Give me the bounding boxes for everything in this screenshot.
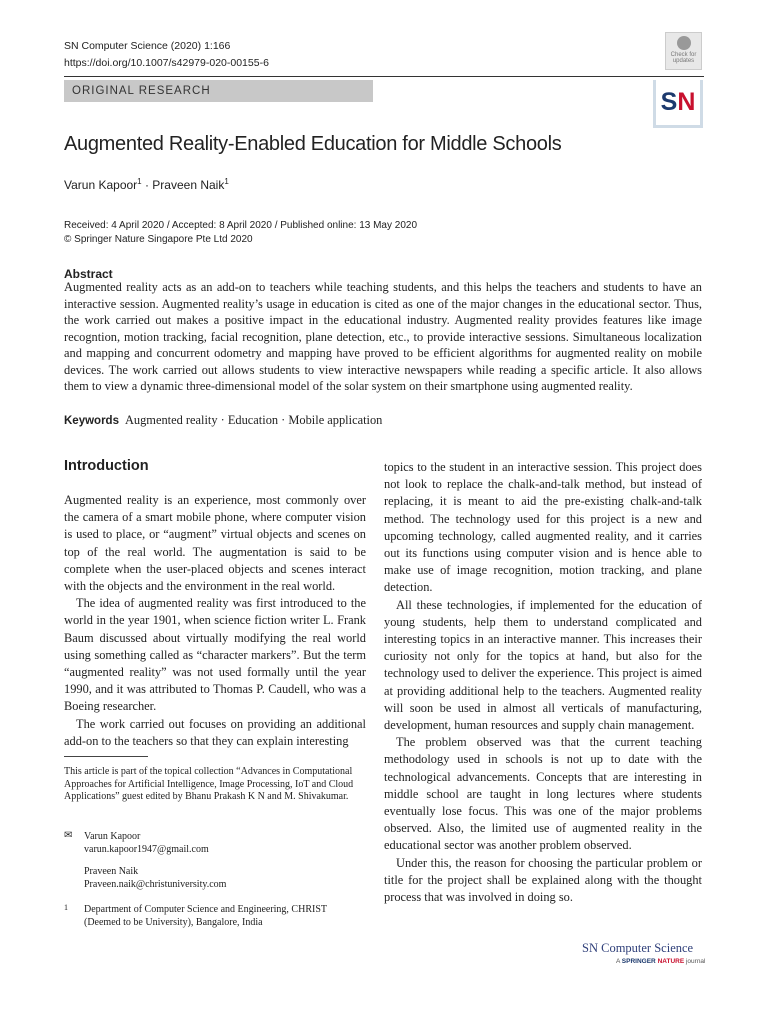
abstract-text: Augmented reality acts as an add-on to teachers while teaching students, and this helps the teachers and students to have an interactive session. Augmented reality’s usage in education is cited as one of the major changes in the educational sector. Thus, the work carried out makes a positive impact in the educational industry. Augmented reality provides features like image recogntion, motion tracking, facial recognition, plane detection, etc., to provide interactive sessions. Simultaneous localization and mapping and concurrent odometry and mapping have proved to be efficient algorithms for augmented reality on mobile devices. The work carried out allows students to view interactive newspapers while reading a specific article. It also allows them to view a dynamic three-dimensional model of the solar system on their smartphone using augmented reality. (64, 280, 702, 393)
journal-citation: SN Computer Science (2020) 1:166 (64, 40, 231, 52)
affiliation-mark: 1 (224, 177, 229, 186)
keywords (64, 413, 382, 428)
paragraph: The work carried out focuses on providing an additional add-on to the teachers so that they can explain interesting (64, 716, 366, 748)
paper-title: Augmented Reality-Enabled Education for Middle Schools (64, 133, 562, 155)
paragraph: topics to the student in an interactive session. This project does not look to replace the chalk-and-talk method, but instead of replacing, it is meant to aid the pre-existing chalk-and-talk method. The technology used for this project is a new and upcoming technology, called augmented reality, and it carries out its functions using computer vision and is hence able to make use of image recognition, motion tracking, and plane detection. (384, 460, 702, 595)
right-column (384, 459, 702, 906)
keywords-label: Keywords (64, 415, 119, 427)
paragraph: All these technologies, if implemented for the education of young students, help them to understand complicated and interesting topics in an interactive manner. This increases their curiosity not only for the topics at hand, but also for the technology used to deliver the experience. This project is aimed at providing additional help to the teachers. Augmented reality will soon be used in almost all verticals of manufacturing, development, human resources and supply chain management. (384, 597, 702, 733)
article-type-band: ORIGINAL RESEARCH (64, 80, 373, 102)
affiliation: Department of Computer Science and Engineering, CHRIST (Deemed to be University), Bangalore, India (84, 904, 327, 928)
envelope-icon: ✉ (64, 830, 73, 841)
author-name[interactable]: Varun Kapoor (64, 178, 138, 192)
contact-block (84, 831, 226, 891)
affiliation-mark: 1 (137, 177, 142, 186)
contact-email[interactable]: varun.kapoor1947@gmail.com (84, 843, 209, 855)
springer-nature-logo: A SPRINGER NATURE journal (616, 958, 706, 965)
sn-logo: SN (653, 80, 703, 128)
paragraph: Under this, the reason for choosing the particular problem or title for the project shall be explained along with the thought process that was involved in doing so. (384, 855, 702, 905)
journal-header (64, 38, 269, 72)
footnote-divider (64, 756, 148, 757)
paragraph: The idea of augmented reality was first introduced to the world in the year 1901, when science fiction writer L. Frank Baum discussed about virtually modifying the real world using something called as “character markers”. But the term “augmented reality” was not used formally until the year 1990, and it was attributed to Thomas P. Caudell, who was a Boeing researcher. (64, 596, 366, 714)
bookmark-icon (677, 36, 691, 50)
contact-name: Varun Kapoor (84, 831, 141, 842)
author-name[interactable]: Praveen Naik (152, 178, 225, 192)
footer-journal: SN Computer Science (582, 941, 694, 955)
contact-email[interactable]: Praveen.naik@christuniversity.com (84, 878, 227, 890)
publication-dates (64, 219, 417, 247)
keywords-text: Augmented reality · Education · Mobile application (124, 413, 383, 427)
left-column (64, 492, 366, 750)
section-heading-introduction: Introduction (64, 458, 149, 474)
affiliation-number: 1 (64, 903, 68, 912)
author-list (64, 177, 229, 192)
abstract-heading: Abstract (64, 267, 113, 281)
contact-name: Praveen Naik (84, 866, 139, 877)
doi-link[interactable]: https://doi.org/10.1007/s42979-020-00155-6 (64, 57, 269, 69)
paragraph: The problem observed was that the current teaching methodology used in schools is not up to date with the technological advancements. Concepts that are interesting in middle school are taught in long lectures where students eventually lose focus. This was one of the major problems observed. Also, the limited use of augmented reality in the educational sector was another problem observed. (384, 735, 702, 853)
dates-line: Received: 4 April 2020 / Accepted: 8 April 2020 / Published online: 13 May 2020 (64, 220, 418, 231)
collection-note: This article is part of the topical collection “Advances in Computational Approaches for Artificial Intelligence, Image Processing, IoT and Cloud Applications” guest edited by Bhanu Prakash K N and M. Shivakumar. (64, 766, 354, 802)
header-divider (64, 76, 704, 77)
paragraph: Augmented reality is an experience, most commonly over the camera of a smart mobile phone, where computer vision is used to place, or “augment” virtual objects and scenes on top of the real world. The augmentation is said to be complete when the user-placed objects and scenes interact with the objects and the environment in the real world. (64, 493, 366, 594)
check-for-updates-badge[interactable]: Check for updates (665, 32, 702, 70)
separator: · (141, 178, 153, 192)
copyright-line: © Springer Nature Singapore Pte Ltd 2020 (64, 234, 253, 245)
